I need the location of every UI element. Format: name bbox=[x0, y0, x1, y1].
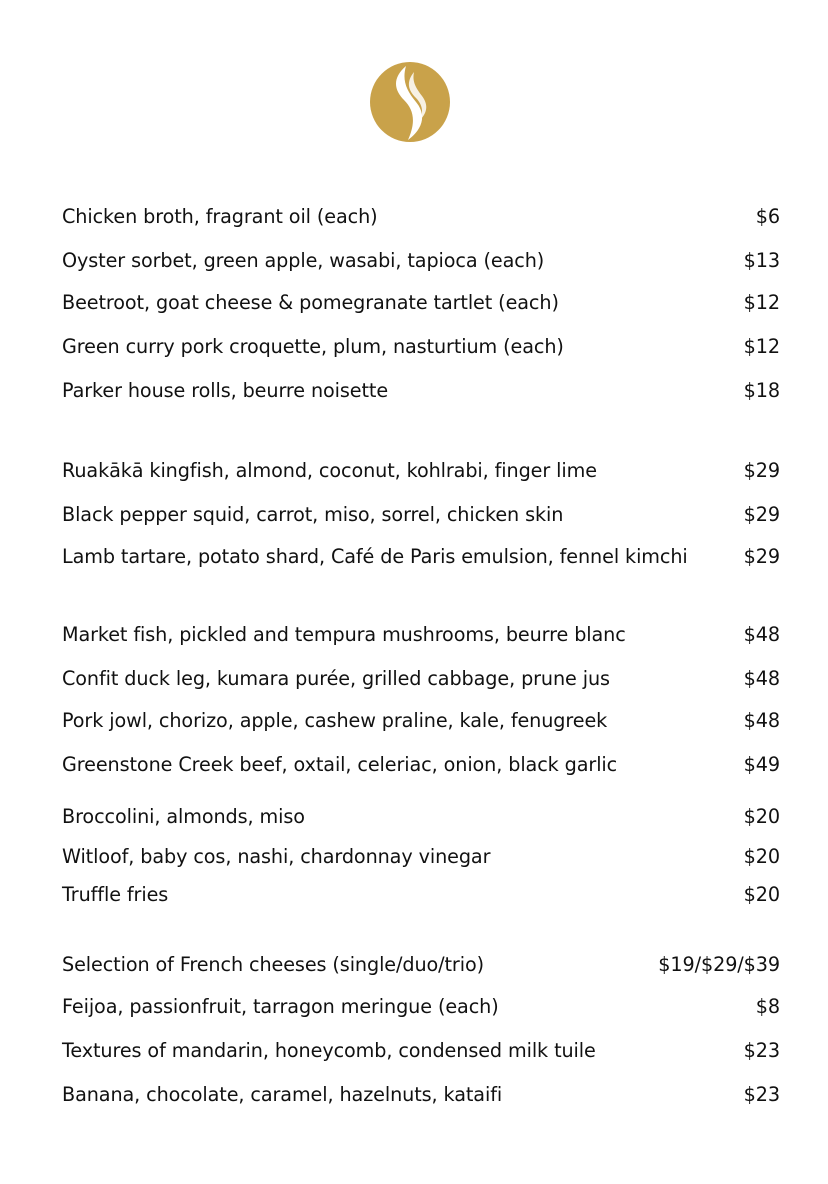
menu-item bbox=[62, 1083, 780, 1113]
menu-item-name: Greenstone Creek beef, oxtail, celeriac, onion, black garlic bbox=[62, 753, 618, 776]
menu-item-name: Lamb tartare, potato shard, Café de Paris emulsion, fennel kimchi bbox=[62, 545, 688, 568]
menu-item bbox=[62, 995, 780, 1025]
menu-item-price: $48 bbox=[743, 667, 780, 690]
logo-icon bbox=[370, 62, 450, 142]
menu-item-name: Market fish, pickled and tempura mushrooms, beurre blanc bbox=[62, 623, 626, 646]
menu-item-price: $20 bbox=[743, 883, 780, 906]
menu-item-price: $48 bbox=[743, 709, 780, 732]
menu-item-price: $49 bbox=[743, 753, 780, 776]
menu-item-price: $20 bbox=[743, 805, 780, 828]
menu-item-price: $20 bbox=[743, 845, 780, 868]
menu-item-price: $19/$29/$39 bbox=[658, 953, 780, 976]
menu-item-name: Broccolini, almonds, miso bbox=[62, 805, 305, 828]
menu-item-price: $12 bbox=[743, 291, 780, 314]
menu-item-name: Banana, chocolate, caramel, hazelnuts, kataifi bbox=[62, 1083, 503, 1106]
menu-item-price: $48 bbox=[743, 623, 780, 646]
menu-item-name: Confit duck leg, kumara purée, grilled cabbage, prune jus bbox=[62, 667, 610, 690]
menu-item bbox=[62, 1039, 780, 1069]
menu-item-price: $23 bbox=[743, 1039, 780, 1062]
menu-item-name: Chicken broth, fragrant oil (each) bbox=[62, 205, 378, 228]
menu-item-name: Ruakākā kingfish, almond, coconut, kohlrabi, finger lime bbox=[62, 459, 597, 482]
menu-item bbox=[62, 205, 780, 235]
menu-item-price: $23 bbox=[743, 1083, 780, 1106]
menu-item-name: Textures of mandarin, honeycomb, condensed milk tuile bbox=[62, 1039, 596, 1062]
menu-item-price: $12 bbox=[743, 335, 780, 358]
menu-item bbox=[62, 805, 780, 835]
menu-item bbox=[62, 545, 780, 575]
menu-item-price: $6 bbox=[755, 205, 780, 228]
menu-item-name: Parker house rolls, beurre noisette bbox=[62, 379, 389, 402]
menu-item-price: $29 bbox=[743, 545, 780, 568]
menu-item-name: Pork jowl, chorizo, apple, cashew praline, kale, fenugreek bbox=[62, 709, 608, 732]
menu-item bbox=[62, 335, 780, 365]
menu-item-name: Witloof, baby cos, nashi, chardonnay vinegar bbox=[62, 845, 491, 868]
menu-item bbox=[62, 379, 780, 409]
menu-item bbox=[62, 623, 780, 653]
menu-item bbox=[62, 709, 780, 739]
menu-item-price: $8 bbox=[755, 995, 780, 1018]
menu-item-price: $18 bbox=[743, 379, 780, 402]
menu-item bbox=[62, 667, 780, 697]
menu-item bbox=[62, 503, 780, 533]
menu-item bbox=[62, 459, 780, 489]
menu-item-name: Selection of French cheeses (single/duo/trio) bbox=[62, 953, 484, 976]
menu-item-price: $29 bbox=[743, 459, 780, 482]
menu-item-name: Truffle fries bbox=[62, 883, 169, 906]
menu-item bbox=[62, 249, 780, 279]
menu-item-price: $13 bbox=[743, 249, 780, 272]
menu-item-price: $29 bbox=[743, 503, 780, 526]
menu-item bbox=[62, 753, 780, 783]
menu-item-name: Feijoa, passionfruit, tarragon meringue (each) bbox=[62, 995, 499, 1018]
menu-item bbox=[62, 883, 780, 913]
menu-item bbox=[62, 291, 780, 321]
menu-item bbox=[62, 953, 780, 983]
menu-item-name: Black pepper squid, carrot, miso, sorrel, chicken skin bbox=[62, 503, 564, 526]
menu-item-name: Oyster sorbet, green apple, wasabi, tapioca (each) bbox=[62, 249, 545, 272]
menu-item-name: Green curry pork croquette, plum, nasturtium (each) bbox=[62, 335, 564, 358]
menu-item bbox=[62, 845, 780, 875]
menu-item-name: Beetroot, goat cheese & pomegranate tartlet (each) bbox=[62, 291, 559, 314]
